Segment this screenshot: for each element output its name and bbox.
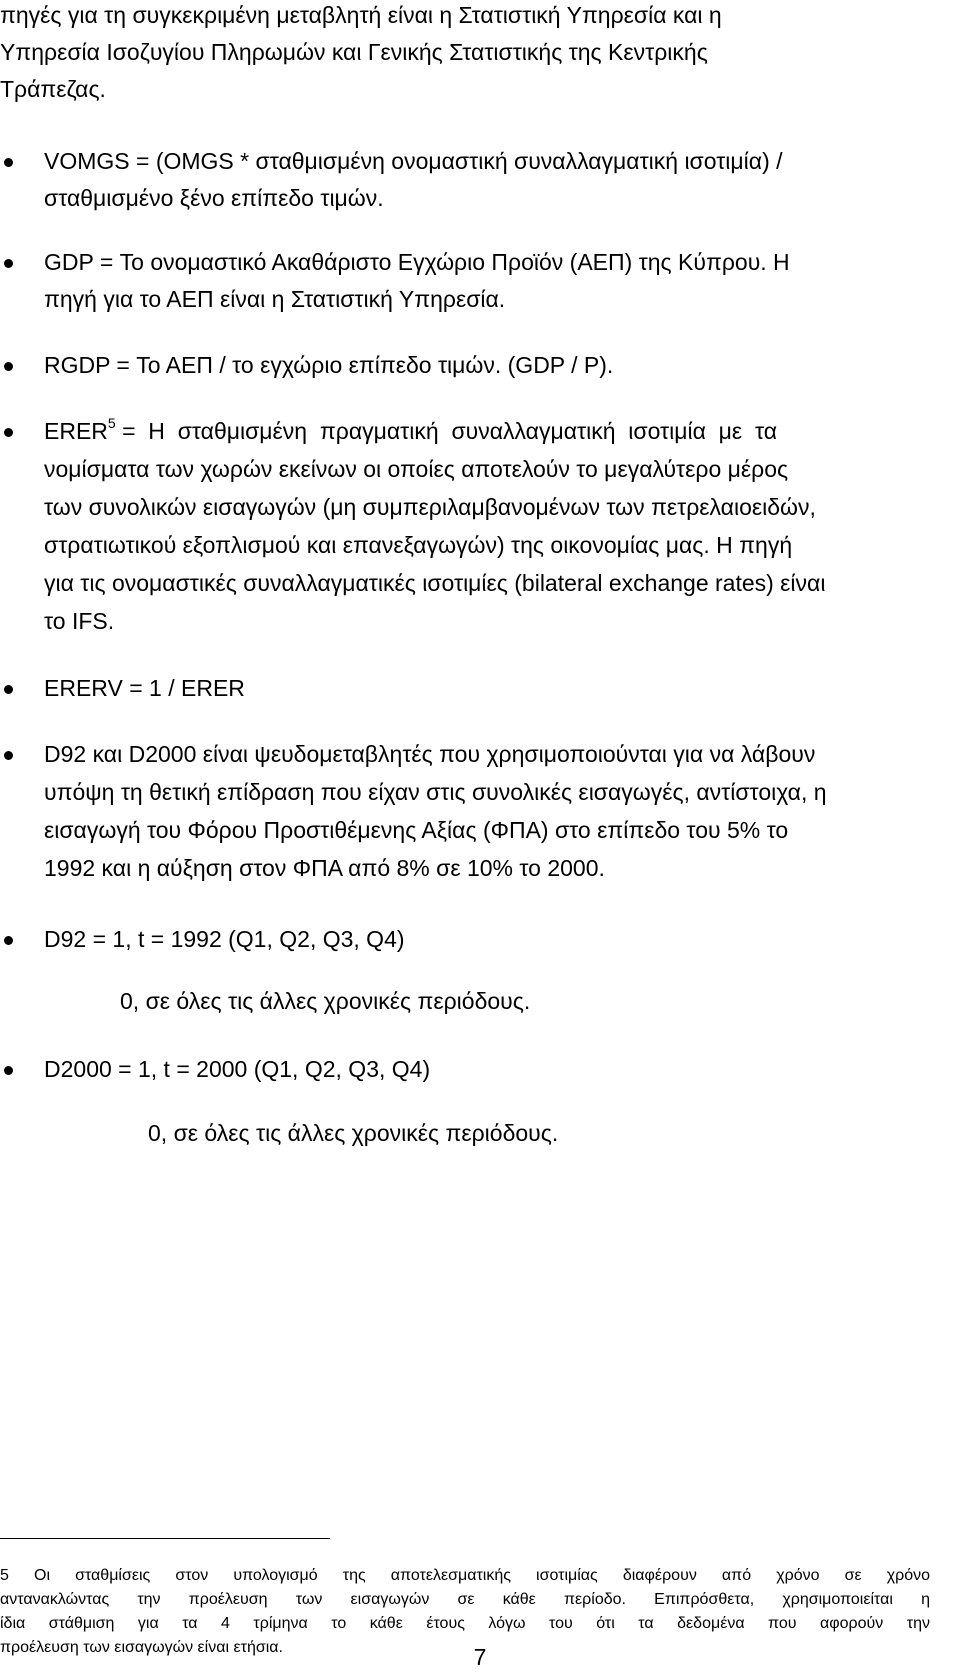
footnote-line: 5 Οι σταθμίσεις στον υπολογισμό της αποτελεσματικής ισοτιμίας διαφέρουν από χρόνο σε χρόνο	[0, 1567, 930, 1584]
page-number: 7	[473, 1644, 487, 1670]
bullet-icon	[4, 362, 13, 371]
item-line	[44, 412, 930, 450]
erer-term: ERER	[44, 418, 108, 444]
item-line: 0, σε όλες τις άλλες χρονικές περιόδους.	[120, 988, 531, 1014]
item-line: το IFS.	[44, 608, 115, 634]
item-line: στρατιωτικού εξοπλισμού και επανεξαγωγών) της οικονομίας μας. Η πηγή	[44, 532, 793, 558]
item-line: VOMGS = (OMGS * σταθμισμένη ονομαστική συναλλαγματική ισοτιμία) /	[44, 148, 783, 174]
item-line: νομίσματα των χωρών εκείνων οι οποίες αποτελούν το μεγαλύτερο μέρος	[44, 456, 789, 482]
paragraph-line: Τράπεζας.	[0, 76, 106, 102]
footnote-marker: 5	[107, 415, 116, 432]
item-text: = Η σταθμισμένη πραγματική συναλλαγματική ισοτιμία με τα	[115, 418, 778, 444]
item-line: για τις ονομαστικές συναλλαγματικές ισοτιμίες (bilateral exchange rates) είναι	[44, 570, 826, 596]
bullet-icon	[4, 751, 13, 760]
bullet-icon	[4, 428, 13, 437]
bullet-icon	[4, 259, 13, 268]
item-line: εισαγωγή του Φόρου Προστιθέμενης Αξίας (ΦΠΑ) στο επίπεδο του 5% το	[44, 817, 789, 843]
item-line: ERERV = 1 / ERER	[44, 675, 245, 701]
bullet-icon	[4, 1066, 13, 1075]
item-line: 0, σε όλες τις άλλες χρονικές περιόδους.	[148, 1120, 559, 1146]
footnote-line: ίδια στάθμιση για τα 4 τρίμηνα το κάθε έτους λόγω του ότι τα δεδομένα που αφορούν την	[0, 1615, 930, 1632]
paragraph-line: πηγές για τη συγκεκριμένη μεταβλητή είναι η Στατιστική Υπηρεσία και η	[0, 2, 722, 28]
item-line: D92 και D2000 είναι ψευδομεταβλητές που χρησιμοποιούνται για να λάβουν	[44, 741, 816, 767]
item-line: των συνολικών εισαγωγών (μη συμπεριλαμβανομένων των πετρελαιοειδών,	[44, 494, 816, 520]
item-line: RGDP = Το ΑΕΠ / το εγχώριο επίπεδο τιμών. (GDP / P).	[44, 352, 614, 378]
bullet-icon	[4, 685, 13, 694]
item-line: υπόψη τη θετική επίδραση που είχαν στις συνολικές εισαγωγές, αντίστοιχα, η	[44, 779, 827, 805]
item-line: σταθμισμένο ξένο επίπεδο τιμών.	[44, 185, 384, 211]
footnote-separator	[0, 1538, 330, 1539]
bullet-icon	[4, 936, 13, 945]
item-line: GDP = Το ονομαστικό Ακαθάριστο Εγχώριο Προϊόν (ΑΕΠ) της Κύπρου. Η	[44, 249, 790, 275]
bullet-icon	[4, 158, 13, 167]
item-line: D92 = 1, t = 1992 (Q1, Q2, Q3, Q4)	[44, 926, 405, 952]
paragraph-line: Υπηρεσία Ισοζυγίου Πληρωμών και Γενικής Στατιστικής της Κεντρικής	[0, 39, 708, 65]
item-line: D2000 = 1, t = 2000 (Q1, Q2, Q3, Q4)	[44, 1056, 431, 1082]
item-line: πηγή για το ΑΕΠ είναι η Στατιστική Υπηρεσία.	[44, 286, 506, 312]
footnote-line: αντανακλώντας την προέλευση των εισαγωγών σε κάθε περίοδο. Επιπρόσθετα, χρησιμοποιείται η	[0, 1591, 930, 1608]
footnote-line: προέλευση των εισαγωγών είναι ετήσια.	[0, 1639, 283, 1656]
item-line: 1992 και η αύξηση στον ΦΠΑ από 8% σε 10% το 2000.	[44, 855, 605, 881]
